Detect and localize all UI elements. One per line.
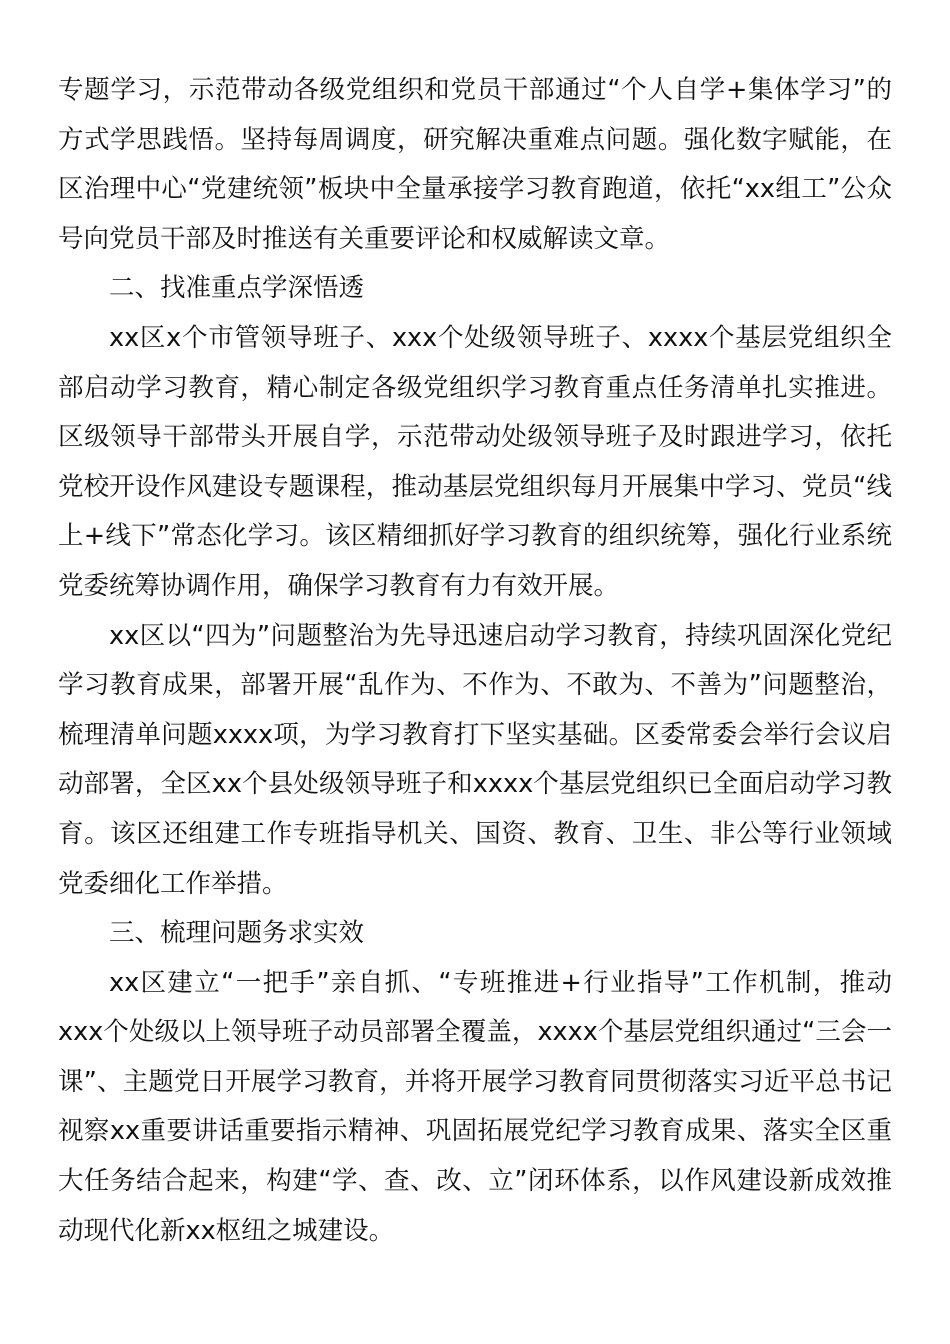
- paragraph-leadership-launch: xx区x个市管领导班子、xxx个处级领导班子、xxxx个基层党组织全部启动学习教育，精心制定各级党组织学习教育重点任务清单扎实推进。区级领导干部带头开展自学，示范带动处级领导班子及时跟进学习，依托党校开设作风建设专题课程，推动基层党组织每月开展集中学习、党员“线上+线下”常态化学习。该区精细抓好学习教育的组织统筹，强化行业系统党委统筹协调作用，确保学习教育有力有效开展。: [58, 322, 892, 601]
- paragraph-work-mechanism: xx区建立“一把手”亲自抓、“专班推进+行业指导”工作机制，推动xxx个处级以上领导班子动员部署全覆盖，xxxx个基层党组织通过“三会一课”、主题党日开展学习教育，并将开展学习教育同贯彻落实习近平总书记视察xx重要讲话重要指示精神、巩固拓展党纪学习教育成果、落实全区重大任务结合起来，构建“学、查、改、立”闭环体系，以作风建设新成效推动现代化新xx枢纽之城建设。: [58, 967, 892, 1246]
- paragraph-study-methods: 专题学习，示范带动各级党组织和党员干部通过“个人自学+集体学习”的方式学思践悟。坚持每周调度，研究解决重难点问题。强化数字赋能，在区治理中心“党建统领”板块中全量承接学习教育跑道，依托“xx组工”公众号向党员干部及时推送有关重要评论和权威解读文章。: [58, 75, 892, 254]
- section-heading-3: 三、梳理问题务求实效: [109, 918, 365, 949]
- section-heading-2: 二、找准重点学深悟透: [109, 273, 365, 304]
- document-page: [58, 66, 892, 1256]
- paragraph-four-issues: xx区以“四为”问题整治为先导迅速启动学习教育，持续巩固深化党纪学习教育成果，部署开展“乱作为、不作为、不敢为、不善为”问题整治，梳理清单问题xxxx项，为学习教育打下坚实基础。区委常委会举行会议启动部署，全区xx个县处级领导班子和xxxx个基层党组织已全面启动学习教育。该区还组建工作专班指导机关、国资、教育、卫生、非公等行业领域党委细化工作举措。: [58, 620, 892, 899]
